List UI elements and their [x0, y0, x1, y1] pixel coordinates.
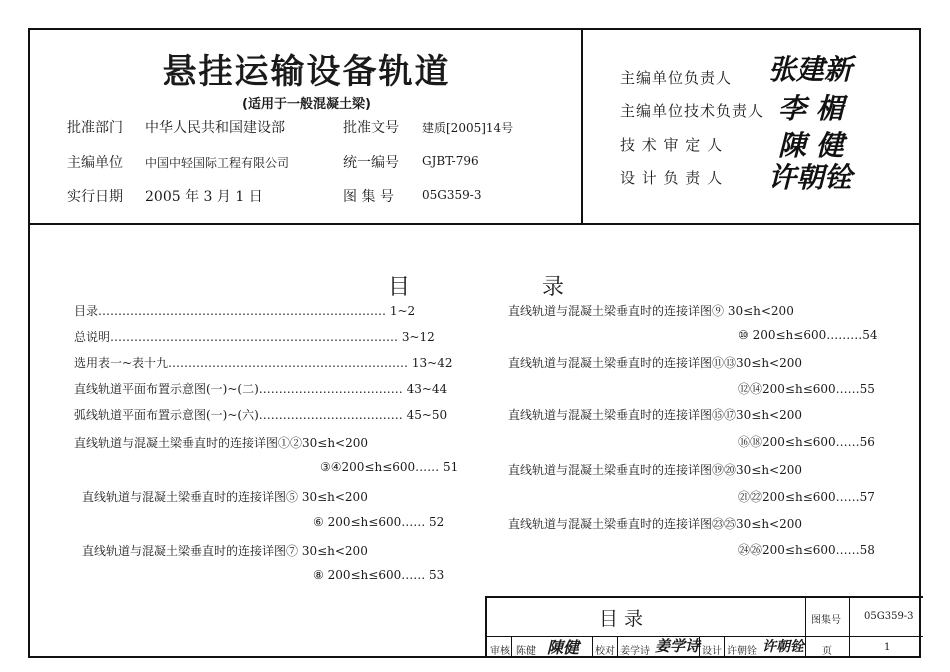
toc-item[interactable]: 直线轨道与混凝土梁垂直时的连接详图⑨ 30≤h<200: [508, 304, 794, 318]
toc-item[interactable]: 直线轨道与混凝土梁垂直时的连接详图①②30≤h<200: [74, 436, 369, 450]
title-block: [485, 596, 923, 658]
unified-no-label: 统一编号: [343, 155, 399, 171]
toc-item[interactable]: ⑯⑱200≤h≤600……56: [738, 435, 875, 449]
atlas-no-label: 图 集 号: [343, 189, 394, 205]
signature-chief-editor: 张建新: [768, 53, 853, 86]
atlas-label: 图集号: [811, 615, 841, 626]
review-label: 审核: [490, 646, 510, 657]
signature-design-lead: 许朝铨: [768, 161, 853, 194]
effective-date-label: 实行日期: [67, 189, 123, 205]
editor-unit-value: 中国中轻国际工程有限公司: [145, 156, 290, 170]
approval-doc-label: 批准文号: [343, 120, 399, 136]
toc-item[interactable]: ③④200≤h≤600…… 51: [320, 460, 459, 474]
drawing-frame: [28, 28, 921, 658]
page-value: 1: [884, 642, 891, 653]
signoff-divider: [805, 637, 806, 658]
role-tech-reviewer: 技 术 审 定 人: [620, 136, 724, 154]
toc-title-left: 目: [388, 275, 411, 300]
header-info-panel: [30, 30, 583, 225]
review-name: 陈健: [516, 646, 536, 657]
toc-item[interactable]: 目录……………………………………………………………… 1~2: [74, 304, 416, 318]
signature-tech-chief: 李 楣: [778, 92, 844, 125]
approval-dept-label: 批准部门: [67, 120, 123, 136]
title-block-divider: [805, 598, 806, 636]
approval-doc-value: 建质[2005]14号: [422, 121, 514, 135]
atlas-subtitle: (适用于一般混凝土梁): [242, 97, 371, 112]
design-label: 设计: [702, 646, 722, 657]
atlas-value: 05G359-3: [864, 611, 914, 622]
signoff-divider: [849, 637, 850, 658]
role-design-lead: 设 计 负 责 人: [620, 169, 724, 187]
unified-no-value: GJBT-796: [422, 154, 479, 168]
signature-panel: [583, 30, 919, 225]
check-label: 校对: [595, 646, 615, 657]
toc-item[interactable]: ⑧ 200≤h≤600…… 53: [313, 568, 445, 582]
signoff-divider: [724, 637, 725, 658]
design-name: 许朝铨: [727, 646, 757, 657]
check-name: 姜学诗: [620, 646, 650, 657]
role-tech-chief: 主编单位技术负责人: [620, 102, 765, 120]
signoff-divider: [699, 637, 700, 658]
atlas-no-value: 05G359-3: [422, 188, 482, 202]
title-block-caption: 目 录: [599, 608, 644, 630]
design-signature: 许朝铨: [762, 639, 804, 655]
toc-item[interactable]: 弧线轨道平面布置示意图(一)~(六)……………………………… 45~50: [74, 408, 448, 422]
editor-unit-label: 主编单位: [67, 155, 123, 171]
toc-item[interactable]: ⑩ 200≤h≤600………54: [738, 328, 878, 342]
toc-item[interactable]: 直线轨道与混凝土梁垂直时的连接详图⑤ 30≤h<200: [82, 490, 368, 504]
toc-item[interactable]: 直线轨道与混凝土梁垂直时的连接详图⑲⑳30≤h<200: [508, 463, 803, 477]
signature-tech-reviewer: 陳 健: [778, 129, 844, 162]
toc-title-right: 录: [542, 275, 565, 300]
toc-item[interactable]: ㉔㉖200≤h≤600……58: [738, 543, 875, 557]
signoff-divider: [592, 637, 593, 658]
signoff-divider: [511, 637, 512, 658]
check-signature: 姜学诗: [655, 637, 701, 655]
atlas-title: 悬挂运输设备轨道: [162, 52, 451, 92]
signoff-divider: [617, 637, 618, 658]
signoff-row: [487, 636, 923, 658]
toc-item[interactable]: 选用表一~表十九…………………………………………………… 13~42: [74, 356, 453, 370]
title-block-divider: [849, 598, 850, 636]
page-label: 页: [822, 646, 832, 657]
review-signature: 陳健: [547, 638, 580, 657]
toc-item[interactable]: 直线轨道平面布置示意图(一)~(二)……………………………… 43~44: [74, 382, 448, 396]
toc-item[interactable]: 直线轨道与混凝土梁垂直时的连接详图⑦ 30≤h<200: [82, 544, 368, 558]
effective-date-value: 2005 年 3 月 1 日: [145, 189, 263, 205]
toc-item[interactable]: 直线轨道与混凝土梁垂直时的连接详图⑮⑰30≤h<200: [508, 408, 803, 422]
toc-item[interactable]: ㉑㉒200≤h≤600……57: [738, 490, 875, 504]
toc-item[interactable]: ⑥ 200≤h≤600…… 52: [313, 515, 445, 529]
role-chief-editor: 主编单位负责人: [620, 69, 733, 87]
approval-dept-value: 中华人民共和国建设部: [145, 120, 285, 136]
toc-item[interactable]: ⑫⑭200≤h≤600……55: [738, 382, 875, 396]
toc-item[interactable]: 直线轨道与混凝土梁垂直时的连接详图⑪⑬30≤h<200: [508, 356, 803, 370]
toc-item[interactable]: 总说明……………………………………………………………… 3~12: [74, 330, 435, 344]
toc-item[interactable]: 直线轨道与混凝土梁垂直时的连接详图㉓㉕30≤h<200: [508, 517, 803, 531]
